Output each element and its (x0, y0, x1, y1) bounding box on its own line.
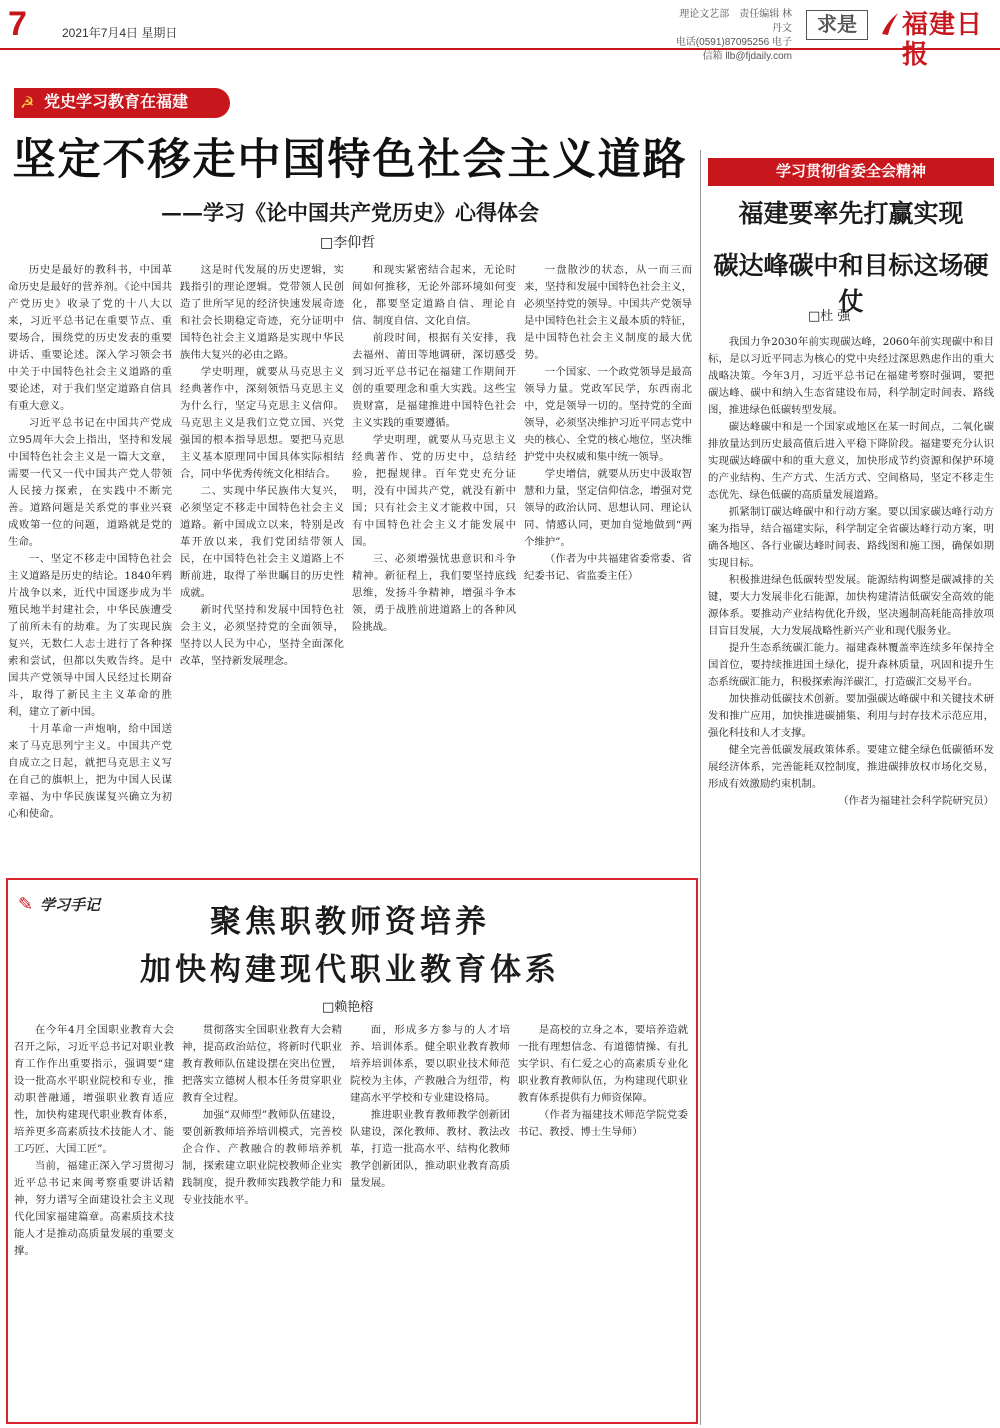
lead-headline[interactable]: 坚定不移走中国特色社会主义道路 (12, 135, 688, 185)
right-article-body (708, 334, 994, 1422)
lead-column-3 (352, 262, 516, 866)
paragraph: 和现实紧密结合起来，无论时间如何推移，无论外部环境如何变化，都要坚定道路自信、理论自信、制度自信、文化自信。 (352, 264, 516, 327)
right-section-banner-text: 学习贯彻省委全会精神 (775, 163, 926, 180)
lead-column-1 (8, 262, 172, 866)
paragraph: 这是时代发展的历史逻辑，实践指引的理论逻辑。党带领人民创造了世所罕见的经济快速发展奇迹和社会长期稳定奇迹，充分证明中国特色社会主义道路是实现中华民族伟大复兴的必由之路。 (180, 264, 344, 361)
paragraph: 提升生态系统碳汇能力。福建森林覆盖率连续多年保持全国首位，要持续推进国土绿化，提升森林质量，巩固和提升生态系统碳汇能力，积极探索海洋碳汇，打造碳汇交易平台。 (708, 642, 994, 688)
newspaper-name: 福建日报 (902, 10, 984, 70)
paragraph: 是高校的立身之本，要培养造就一批有理想信念、有道德情操、有扎实学识、有仁爱之心的高素质专业化职业教育教师队伍，为构建现代职业教育体系提供有力师资保障。 (518, 1024, 688, 1104)
author-note: （作者为福建技术师范学院党委书记、教授、博士生导师） (518, 1109, 688, 1138)
paragraph: 一盘散沙的状态，从一而三而来，坚持和发展中国特色社会主义，必须坚持党的领导。中国共产党领导是中国特色社会主义最本质的特征，是中国特色社会主义制度的最大优势。 (524, 264, 692, 361)
paragraph: 积极推进绿色低碳转型发展。能源结构调整是碳减排的关键，要大力发展非化石能源，加快构建清洁低碳安全高效的能源体系。要推动产业结构优化升级，坚决遏制高耗能高排放项目盲目发展，大力发展战略性新兴产业和现代服务业。 (708, 574, 994, 637)
boxed-headline-line-2[interactable]: 加快构建现代职业教育体系 (140, 952, 560, 988)
paragraph: 前段时间，根据有关安排，我去福州、莆田等地调研，深切感受到习近平总书记在福建工作期间开创的重要理念和重大实践。这些宝贵财富，是福建推进中国特色社会主义实践的重要遵循。 (352, 332, 516, 429)
paragraph: 加强“双师型”教师队伍建设，要创新教师培养培训模式，完善校企合作、产教融合的教师培养机制，探索建立职业院校教师企业实践制度，提升教师实践教学能力和专业技能水平。 (182, 1109, 342, 1206)
right-headline-line-1[interactable]: 福建要率先打赢实现 (738, 199, 964, 228)
paragraph: 推进职业教育教师教学创新团队建设，深化教师、教材、教法改革，打造一批高水平、结构化教师教学创新团队，推动职业教育高质量发展。 (350, 1109, 510, 1189)
boxed-byline: □赖艳榕 (322, 1000, 374, 1015)
column-tag: 求是 (806, 10, 868, 40)
paragraph: 当前，福建正深入学习贯彻习近平总书记来闽考察重要讲话精神，努力谱写全面建设社会主义现代化国家福建篇章。高素质技术技能人才是推动高质量发展的重要支撑。 (14, 1160, 174, 1257)
author-note: （作者为福建社会科学院研究员） (838, 795, 994, 807)
paragraph: 加快推动低碳技术创新。要加强碳达峰碳中和关键技术研发和推广应用，加快推进碳捕集、利用与封存技术示范应用，强化科技和人才支撑。 (708, 693, 994, 739)
paragraph: 在今年4月全国职业教育大会召开之际，习近平总书记对职业教育工作作出重要指示，强调要“建设一批高水平职业院校和专业，推动职普融通，增强职业教育适应性，加快构建现代职业教育体系，培养更多高素质技术技能人才、能工巧匠、大国工匠”。 (14, 1024, 174, 1155)
page-number: 7 (8, 5, 27, 43)
boxed-column-4 (518, 1022, 688, 1418)
paragraph: 一个国家、一个政党领导是最高领导力量。党政军民学，东西南北中，党是领导一切的。坚持党的全面领导，必须坚决维护习近平同志党中央的核心、全党的核心地位，坚决维护党中央权威和集中统一领导。 (524, 366, 692, 463)
right-section-banner (708, 158, 994, 186)
lead-byline: □李仰哲 (320, 235, 376, 251)
paragraph: 二、实现中华民族伟大复兴，必须坚定不移走中国特色社会主义道路。新中国成立以来，特别是改革开放以来，我们党团结带领人民，在中国特色社会主义道路上不断前进，取得了举世瞩目的历史性成就。 (180, 485, 344, 599)
lead-column-4 (524, 262, 692, 866)
paragraph: 三、必须增强忧患意识和斗争精神。新征程上，我们要坚持底线思维，发扬斗争精神，增强斗争本领，勇于战胜前进道路上的各种风险挑战。 (352, 553, 516, 633)
right-byline: □杜 强 (808, 309, 851, 324)
lead-column-2 (180, 262, 344, 866)
right-headline-line-2[interactable]: 碳达峰碳中和目标这场硬仗 (713, 251, 989, 316)
section-banner (14, 88, 230, 118)
author-note: （作者为中共福建省委常委、省纪委书记、省监委主任） (524, 553, 692, 582)
paragraph: 十月革命一声炮响，给中国送来了马克思列宁主义。中国共产党自成立之日起，就把马克思主义写在自己的旗帜上，把为中国人民谋幸福、为中华民族谋复兴确立为初心和使命。 (8, 723, 172, 820)
paragraph: 碳达峰碳中和是一个国家或地区在某一时间点，二氧化碳排放量达到历史最高值后进入平稳下降阶段。福建要充分认识实现碳达峰碳中和的重大意义，加快形成节约资源和保护环境的产业结构、生产方式、生活方式、空间格局，坚定不移走生态优先、绿色低碳的高质量发展道路。 (708, 421, 994, 501)
editor-info: 理论文艺部 责任编辑 林丹文 电话(0591)87095256 电子信箱 llb@fjdaily.com (675, 9, 792, 62)
newspaper-logo-icon (878, 10, 900, 38)
paragraph: 学史增信，就要从历史中汲取智慧和力量，坚定信仰信念，增强对党领导的政治认同、思想认同、理论认同、情感认同，更加自觉地做到“两个维护”。 (524, 468, 692, 548)
boxed-column-1 (14, 1022, 174, 1418)
paragraph: 抓紧制订碳达峰碳中和行动方案。要以国家碳达峰行动方案为指导，结合福建实际，科学制定全省碳达峰行动方案，明确各地区、各行业碳达峰时间表、路线图和施工图，确保如期实现目标。 (708, 506, 994, 569)
masthead (0, 0, 1000, 70)
boxed-column-2 (182, 1022, 342, 1418)
paragraph: 学史明理，就要从马克思主义经典著作、党的历史中，总结经验，把握规律。百年党史充分证明，没有中国共产党，就没有新中国；只有社会主义才能救中国，只有中国特色社会主义才能发展中国。 (352, 434, 516, 548)
boxed-headline-line-1[interactable]: 聚焦职教师资培养 (210, 904, 490, 940)
paragraph: 贯彻落实全国职业教育大会精神，提高政治站位，将新时代职业教育教师队伍建设摆在突出位置，把落实立德树人根本任务贯穿职业教育全过程。 (182, 1024, 342, 1104)
section-banner-text: 党史学习教育在福建 (44, 94, 189, 111)
boxed-column-3 (350, 1022, 510, 1418)
column-divider (700, 150, 701, 1425)
paragraph: 习近平总书记在中国共产党成立95周年大会上指出，坚持和发展中国特色社会主义是一篇大文章，需要一代又一代中国共产党人带领人民接力探索，在实践中不断完善。道路问题是关系党的事业兴衰成败第一位的问题，道路就是党的生命。 (8, 417, 172, 548)
lead-subheadline: ——学习《论中国共产党历史》心得体会 (161, 200, 539, 225)
paragraph: 学史明理，就要从马克思主义经典著作中，深刻领悟马克思主义为什么行，坚定马克思主义信仰。马克思主义是我们立党立国、兴党强国的根本指导思想。要把马克思主义基本原理同中国具体实际相结合，同中华优秀传统文化相结合。 (180, 366, 344, 480)
paragraph: 新时代坚持和发展中国特色社会主义，必须坚持党的全面领导，坚持以人民为中心，坚持全面深化改革，坚持新发展理念。 (180, 604, 344, 667)
paragraph: 健全完善低碳发展政策体系。要建立健全绿色低碳循环发展经济体系，完善能耗双控制度，推进碳排放权市场化交易，形成有效激励约束机制。 (708, 744, 994, 790)
paragraph: 历史是最好的教科书，中国革命历史是最好的营养剂。《论中国共产党历史》收录了党的十八大以来，习近平总书记在重要节点、重要场合，围绕党的历史发表的重要讲话、重要论述。深入学习领会书中关于中国特色社会主义道路的重要论述，对于我们坚定道路自信具有重大意义。 (8, 264, 172, 412)
paragraph: 一、坚定不移走中国特色社会主义道路是历史的结论。1840年鸦片战争以来，近代中国逐步成为半殖民地半封建社会，中华民族遭受了前所未有的劫难。为了实现民族复兴，无数仁人志士进行了各种探索和尝试，但都以失败告终。是中国共产党领导中国人民经过长期奋斗，取得了新民主主义革命的胜利，建立了新中国。 (8, 553, 172, 718)
paragraph: 面，形成多方参与的人才培养、培训体系。健全职业教育教师培养培训体系，要以职业技术师范院校为主体，产教融合为纽带，构建高水平学校和专业建设格局。 (350, 1024, 510, 1104)
boxed-article-tag-text: 学习手记 (40, 896, 101, 914)
paragraph: 我国力争2030年前实现碳达峰，2060年前实现碳中和目标，是以习近平同志为核心的党中央经过深思熟虑作出的重大战略决策。今年3月，习近平总书记在福建考察时强调，要把碳达峰、碳中和纳入生态省建设布局，科学制定时间表、路线图，推进绿色低碳转型发展。 (708, 336, 994, 416)
party-emblem-icon: ☭ (20, 93, 35, 112)
issue-date: 2021年7月4日 星期日 (62, 26, 178, 40)
pen-icon: ✎ (18, 894, 34, 915)
